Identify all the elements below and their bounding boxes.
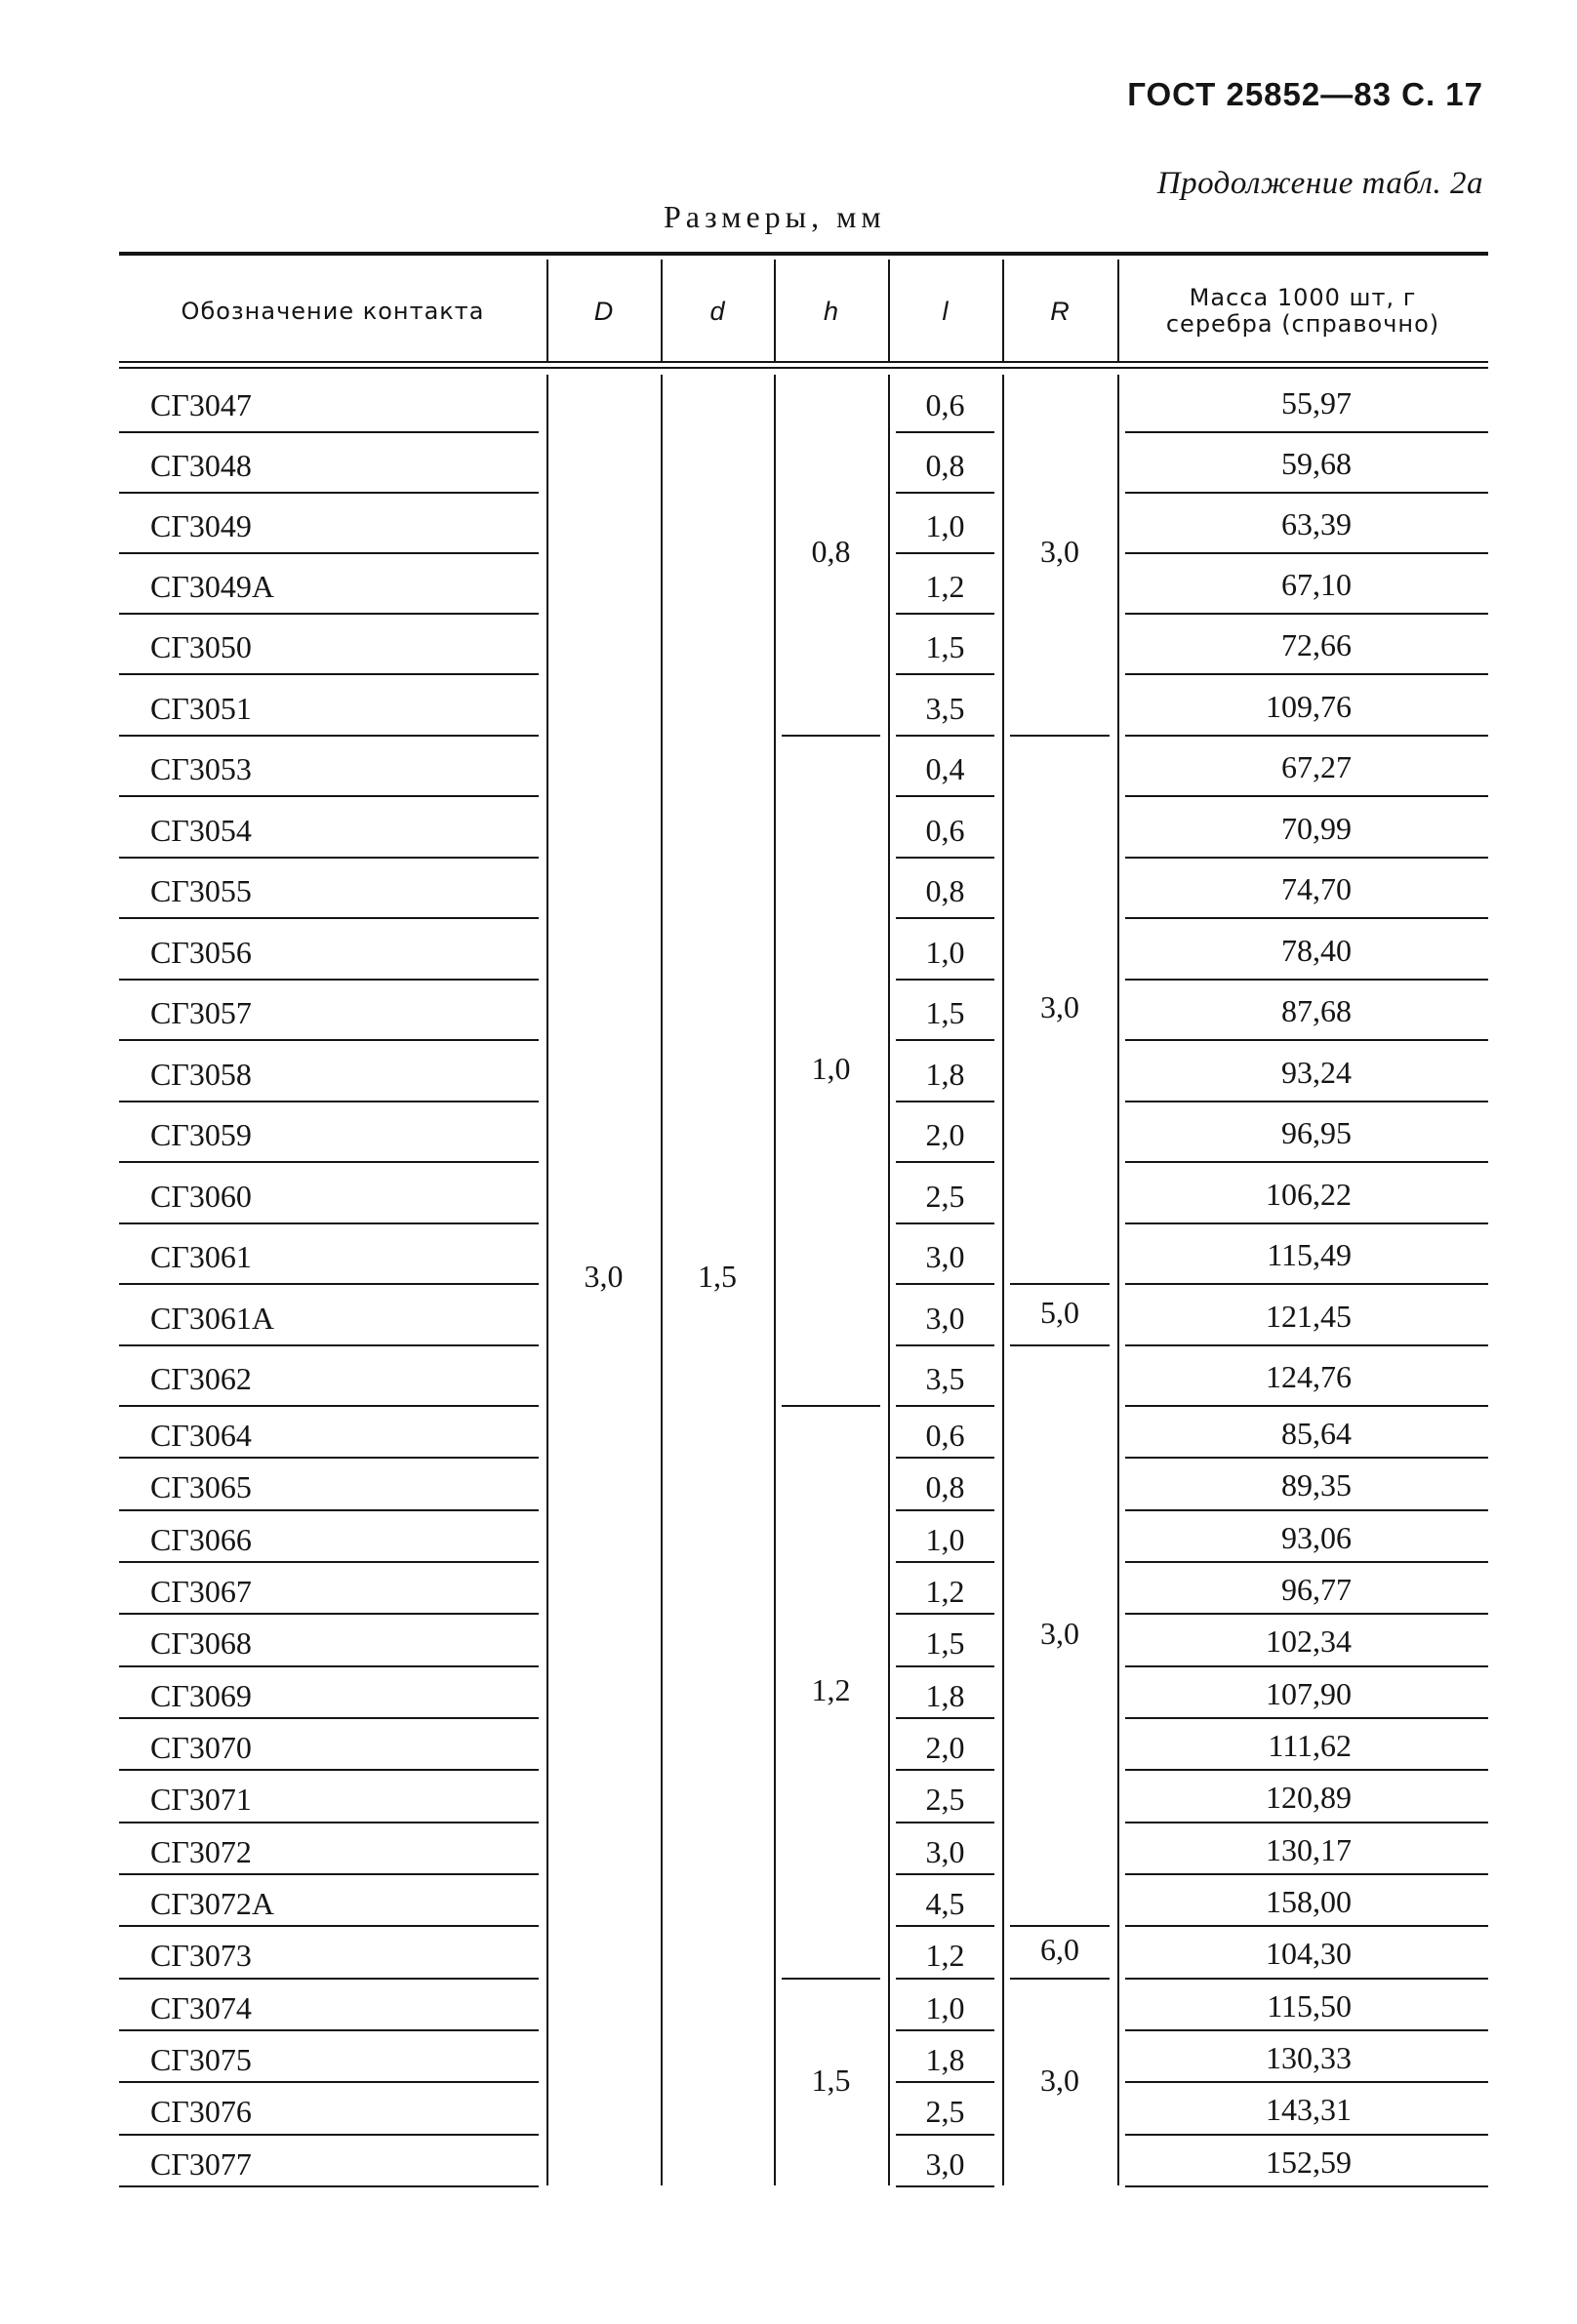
contact-designation: СГ3076 — [150, 2094, 252, 2129]
row-rule-l — [896, 1161, 994, 1163]
row-rule-l — [896, 1717, 994, 1719]
row-rule-mass — [1125, 1561, 1488, 1563]
row-rule-l — [896, 1561, 994, 1563]
contact-designation: СГ3049 — [150, 508, 252, 543]
silver-mass-value: 120,89 — [1266, 1780, 1352, 1815]
row-rule-mass — [1125, 673, 1488, 675]
row-rule-mass — [1125, 2029, 1488, 2031]
row-rule-l — [896, 1665, 994, 1667]
contact-designation: СГ3073 — [150, 1938, 252, 1973]
row-rule-l — [896, 1822, 994, 1823]
length-l-value: 2,5 — [925, 2094, 965, 2129]
silver-mass-value: 72,66 — [1281, 627, 1352, 662]
row-rule-l — [896, 1613, 994, 1615]
silver-mass-value: 63,39 — [1281, 506, 1352, 541]
row-rule-designation — [119, 1457, 539, 1459]
R-value: 5,0 — [1040, 1294, 1079, 1330]
row-rule-l — [896, 1405, 994, 1407]
contact-designation: СГ3072А — [150, 1885, 274, 1921]
silver-mass-value: 143,31 — [1266, 2092, 1352, 2127]
contact-designation: СГ3048 — [150, 448, 252, 483]
row-rule-l — [896, 1344, 994, 1346]
row-rule-l — [896, 1925, 994, 1927]
row-rule-designation — [119, 917, 539, 919]
row-rule-mass — [1125, 1613, 1488, 1615]
R-group-rule — [1010, 1283, 1110, 1285]
row-rule-mass — [1125, 552, 1488, 554]
header-h: h — [823, 296, 839, 326]
silver-mass-value: 78,40 — [1281, 932, 1352, 968]
silver-mass-value: 96,95 — [1281, 1115, 1352, 1150]
length-l-value: 3,5 — [925, 1361, 965, 1396]
row-rule-mass — [1125, 1222, 1488, 1224]
row-rule-mass — [1125, 1769, 1488, 1771]
silver-mass-value: 96,77 — [1281, 1571, 1352, 1607]
row-rule-designation — [119, 1873, 539, 1875]
length-l-value: 1,8 — [925, 2041, 965, 2077]
contact-designation: СГ3066 — [150, 1521, 252, 1557]
row-rule-l — [896, 1283, 994, 1285]
row-rule-l — [896, 1509, 994, 1511]
contact-designation: СГ3051 — [150, 690, 252, 726]
contact-designation: СГ3049А — [150, 569, 274, 604]
row-rule-designation — [119, 1509, 539, 1511]
row-rule-designation — [119, 1925, 539, 1927]
row-rule-designation — [119, 431, 539, 433]
length-l-value: 1,2 — [925, 569, 965, 604]
R-group-rule — [1010, 1978, 1110, 1980]
row-rule-designation — [119, 795, 539, 797]
silver-mass-value: 102,34 — [1266, 1623, 1352, 1659]
row-rule-designation — [119, 1769, 539, 1771]
length-l-value: 2,5 — [925, 1178, 965, 1214]
row-rule-l — [896, 1457, 994, 1459]
row-rule-l — [896, 1873, 994, 1875]
row-rule-mass — [1125, 2134, 1488, 2136]
contact-designation: СГ3075 — [150, 2041, 252, 2077]
silver-mass-value: 121,45 — [1266, 1298, 1352, 1334]
length-l-value: 1,8 — [925, 1677, 965, 1713]
h-group-rule — [782, 735, 880, 737]
row-rule-designation — [119, 1344, 539, 1346]
contact-designation: СГ3047 — [150, 387, 252, 422]
contact-designation: СГ3053 — [150, 751, 252, 786]
length-l-value: 2,5 — [925, 1782, 965, 1817]
silver-mass-value: 106,22 — [1266, 1176, 1352, 1212]
header-mass-line1: Масса 1000 шт, г — [1189, 284, 1417, 311]
length-l-value: 2,0 — [925, 1117, 965, 1152]
row-rule-mass — [1125, 1925, 1488, 1927]
row-rule-mass — [1125, 1283, 1488, 1285]
R-group-rule — [1010, 735, 1110, 737]
length-l-value: 1,0 — [925, 508, 965, 543]
header-d: d — [709, 296, 725, 326]
D-value: 3,0 — [584, 1259, 624, 1294]
h-value: 0,8 — [811, 533, 851, 569]
row-rule-l — [896, 613, 994, 615]
row-rule-designation — [119, 1978, 539, 1980]
row-rule-designation — [119, 1717, 539, 1719]
row-rule-mass — [1125, 735, 1488, 737]
silver-mass-value: 107,90 — [1266, 1675, 1352, 1711]
row-rule-mass — [1125, 2081, 1488, 2083]
row-rule-mass — [1125, 1873, 1488, 1875]
contact-designation: СГ3064 — [150, 1417, 252, 1453]
row-rule-l — [896, 795, 994, 797]
silver-mass-value: 59,68 — [1281, 446, 1352, 481]
row-rule-l — [896, 1978, 994, 1980]
header-mass — [1117, 260, 1488, 363]
row-rule-mass — [1125, 2185, 1488, 2187]
row-rule-l — [896, 431, 994, 433]
silver-mass-value: 85,64 — [1281, 1415, 1352, 1451]
header-l: l — [942, 296, 949, 326]
contact-designation: СГ3056 — [150, 934, 252, 970]
row-rule-designation — [119, 735, 539, 737]
length-l-value: 1,8 — [925, 1056, 965, 1092]
row-rule-l — [896, 2081, 994, 2083]
R-value: 3,0 — [1040, 2062, 1079, 2098]
row-rule-l — [896, 1039, 994, 1041]
contact-designation: СГ3058 — [150, 1056, 252, 1092]
row-rule-l — [896, 1769, 994, 1771]
contact-designation: СГ3072 — [150, 1833, 252, 1869]
page-header-standard: ГОСТ 25852—83 С. 17 — [1127, 76, 1483, 112]
header-mass-line2: серебра (справочно) — [1165, 310, 1440, 338]
contact-designation: СГ3060 — [150, 1178, 252, 1214]
silver-mass-value: 109,76 — [1266, 688, 1352, 724]
length-l-value: 1,2 — [925, 1573, 965, 1609]
contact-designation: СГ3055 — [150, 873, 252, 908]
contact-designation: СГ3077 — [150, 2145, 252, 2182]
body-column-divider — [1002, 375, 1004, 2185]
row-rule-mass — [1125, 1039, 1488, 1041]
silver-mass-value: 87,68 — [1281, 993, 1352, 1028]
silver-mass-value: 115,49 — [1267, 1237, 1352, 1272]
length-l-value: 1,0 — [925, 1521, 965, 1557]
row-rule-designation — [119, 1613, 539, 1615]
row-rule-designation — [119, 1405, 539, 1407]
row-rule-l — [896, 917, 994, 919]
contact-designation: СГ3061А — [150, 1300, 274, 1336]
row-rule-l — [896, 1101, 994, 1102]
row-rule-designation — [119, 1283, 539, 1285]
R-group-rule — [1010, 1925, 1110, 1927]
length-l-value: 0,6 — [925, 812, 965, 848]
R-value: 3,0 — [1040, 533, 1079, 569]
contact-designation: СГ3074 — [150, 1989, 252, 2025]
row-rule-mass — [1125, 1101, 1488, 1102]
contact-designation: СГ3057 — [150, 995, 252, 1030]
row-rule-l — [896, 857, 994, 859]
h-group-rule — [782, 1405, 880, 1407]
row-rule-l — [896, 2185, 994, 2187]
row-rule-mass — [1125, 1665, 1488, 1667]
row-rule-designation — [119, 1665, 539, 1667]
row-rule-l — [896, 492, 994, 494]
row-rule-mass — [1125, 979, 1488, 981]
silver-mass-value: 104,30 — [1266, 1936, 1352, 1971]
length-l-value: 0,8 — [925, 873, 965, 908]
length-l-value: 0,6 — [925, 387, 965, 422]
row-rule-designation — [119, 857, 539, 859]
contact-designation: СГ3062 — [150, 1361, 252, 1396]
d-value: 1,5 — [698, 1259, 737, 1294]
silver-mass-value: 89,35 — [1281, 1467, 1352, 1503]
h-value: 1,2 — [811, 1671, 851, 1707]
length-l-value: 0,4 — [925, 751, 965, 786]
R-value: 3,0 — [1040, 1615, 1079, 1651]
h-group-rule — [782, 1978, 880, 1980]
row-rule-designation — [119, 2029, 539, 2031]
row-rule-l — [896, 2134, 994, 2136]
row-rule-mass — [1125, 492, 1488, 494]
row-rule-l — [896, 979, 994, 981]
header-R: R — [1050, 296, 1070, 326]
row-rule-l — [896, 735, 994, 737]
row-rule-designation — [119, 1101, 539, 1102]
length-l-value: 4,5 — [925, 1885, 965, 1921]
row-rule-l — [896, 1222, 994, 1224]
row-rule-designation — [119, 979, 539, 981]
length-l-value: 1,5 — [925, 1625, 965, 1661]
header-bottom-rule-2 — [119, 367, 1488, 369]
silver-mass-value: 130,17 — [1266, 1831, 1352, 1867]
length-l-value: 2,0 — [925, 1729, 965, 1765]
row-rule-designation — [119, 673, 539, 675]
silver-mass-value: 55,97 — [1281, 385, 1352, 421]
length-l-value: 1,0 — [925, 1989, 965, 2025]
row-rule-l — [896, 2029, 994, 2031]
silver-mass-value: 130,33 — [1266, 2039, 1352, 2075]
length-l-value: 0,6 — [925, 1417, 965, 1453]
row-rule-mass — [1125, 1717, 1488, 1719]
silver-mass-value: 93,06 — [1281, 1519, 1352, 1555]
body-column-divider — [774, 375, 776, 2185]
header-D: D — [593, 296, 614, 326]
row-rule-designation — [119, 552, 539, 554]
R-value: 3,0 — [1040, 989, 1079, 1024]
contact-designation: СГ3071 — [150, 1782, 252, 1817]
row-rule-mass — [1125, 1822, 1488, 1823]
length-l-value: 3,5 — [925, 690, 965, 726]
table-continuation-caption: Продолжение табл. 2а — [1156, 166, 1483, 201]
h-value: 1,0 — [811, 1050, 851, 1086]
row-rule-designation — [119, 1561, 539, 1563]
length-l-value: 1,5 — [925, 629, 965, 664]
length-l-value: 0,8 — [925, 1469, 965, 1504]
length-l-value: 1,5 — [925, 995, 965, 1030]
row-rule-mass — [1125, 431, 1488, 433]
silver-mass-value: 115,50 — [1267, 1987, 1352, 2023]
row-rule-mass — [1125, 917, 1488, 919]
contact-designation: СГ3070 — [150, 1729, 252, 1765]
silver-mass-value: 152,59 — [1266, 2144, 1352, 2180]
row-rule-mass — [1125, 1457, 1488, 1459]
sizes-caption: Размеры, мм — [664, 199, 886, 234]
row-rule-l — [896, 673, 994, 675]
silver-mass-value: 67,10 — [1281, 567, 1352, 602]
contact-designation: СГ3061 — [150, 1239, 252, 1274]
length-l-value: 1,0 — [925, 934, 965, 970]
silver-mass-value: 70,99 — [1281, 810, 1352, 846]
row-rule-designation — [119, 1222, 539, 1224]
row-rule-designation — [119, 1822, 539, 1823]
row-rule-mass — [1125, 1405, 1488, 1407]
silver-mass-value: 158,00 — [1266, 1883, 1352, 1919]
h-value: 1,5 — [811, 2062, 851, 2098]
contact-designation: СГ3069 — [150, 1677, 252, 1713]
row-rule-designation — [119, 2134, 539, 2136]
R-group-rule — [1010, 1344, 1110, 1346]
contact-designation: СГ3054 — [150, 812, 252, 848]
contact-designation: СГ3067 — [150, 1573, 252, 1609]
length-l-value: 3,0 — [925, 1239, 965, 1274]
row-rule-mass — [1125, 613, 1488, 615]
length-l-value: 1,2 — [925, 1938, 965, 1973]
contact-designation: СГ3059 — [150, 1117, 252, 1152]
row-rule-designation — [119, 1161, 539, 1163]
contact-designation: СГ3050 — [150, 629, 252, 664]
length-l-value: 3,0 — [925, 2145, 965, 2182]
silver-mass-value: 93,24 — [1281, 1054, 1352, 1090]
table-top-rule — [119, 252, 1488, 256]
silver-mass-value: 111,62 — [1268, 1727, 1352, 1763]
row-rule-mass — [1125, 1161, 1488, 1163]
row-rule-designation — [119, 2081, 539, 2083]
row-rule-mass — [1125, 795, 1488, 797]
row-rule-mass — [1125, 857, 1488, 859]
R-value: 6,0 — [1040, 1932, 1079, 1967]
length-l-value: 3,0 — [925, 1300, 965, 1336]
row-rule-mass — [1125, 1344, 1488, 1346]
row-rule-mass — [1125, 1509, 1488, 1511]
row-rule-l — [896, 552, 994, 554]
contact-designation: СГ3068 — [150, 1625, 252, 1661]
row-rule-designation — [119, 2185, 539, 2187]
row-rule-designation — [119, 1039, 539, 1041]
header-designation: Обозначение контакта — [181, 297, 485, 325]
row-rule-designation — [119, 613, 539, 615]
silver-mass-value: 74,70 — [1281, 871, 1352, 906]
contact-designation: СГ3065 — [150, 1469, 252, 1504]
length-l-value: 3,0 — [925, 1833, 965, 1869]
row-rule-designation — [119, 492, 539, 494]
silver-mass-value: 67,27 — [1281, 749, 1352, 784]
length-l-value: 0,8 — [925, 448, 965, 483]
silver-mass-value: 124,76 — [1266, 1359, 1352, 1394]
row-rule-mass — [1125, 1978, 1488, 1980]
